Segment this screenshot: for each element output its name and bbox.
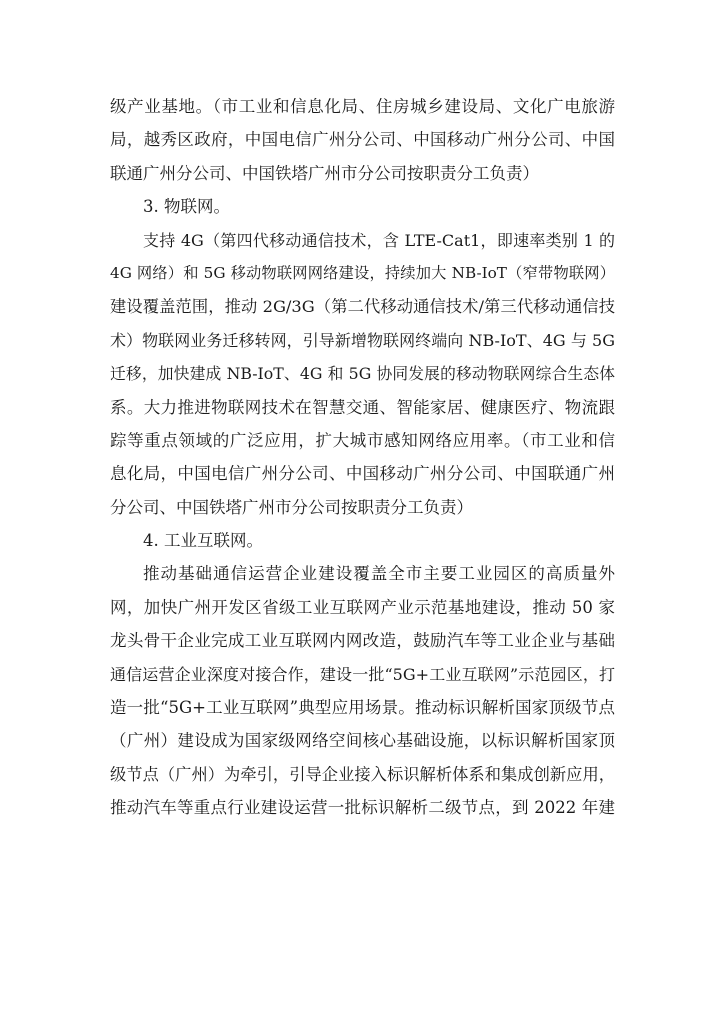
- line-text: 息化局，中国电信广州分公司、中国移动广州分公司、中国联通广州: [110, 464, 615, 484]
- text-line: [110, 357, 615, 390]
- line-text: 网，加快广州开发区省级工业互联网产业示范基地建设，推动 50 家: [110, 597, 615, 617]
- section-heading-text: 3. 物联网。: [143, 197, 230, 217]
- line-text: （广州）建设成为国家级网络空间核心基础设施，以标识解析国家顶: [110, 731, 615, 751]
- line-text: 级节点（广州）为牵引，引导企业接入标识解析体系和集成创新应用，: [110, 764, 615, 784]
- line-text: 系。大力推进物联网技术在智慧交通、智能家居、健康医疗、物流跟: [110, 397, 615, 417]
- document-body: [110, 90, 615, 825]
- line-text: 踪等重点领域的广泛应用，扩大城市感知网络应用率。（市工业和信: [110, 430, 615, 450]
- text-line: [110, 324, 615, 357]
- line-text: 通信运营企业深度对接合作，建设一批“5G+工业互联网”示范园区，打: [110, 664, 615, 684]
- text-line: [110, 491, 615, 524]
- line-text: 分公司、中国铁塔广州市分公司按职责分工负责）: [110, 497, 473, 517]
- text-line: [110, 658, 615, 691]
- line-text: 术）物联网业务迁移转网，引导新增物联网终端向 NB-IoT、4G 与 5G: [110, 330, 615, 350]
- text-line: [110, 290, 615, 323]
- line-text: 4G 网络）和 5G 移动物联网网络建设，持续加大 NB-IoT（窄带物联网）: [110, 263, 615, 282]
- section-heading-text: 4. 工业互联网。: [143, 531, 263, 551]
- text-line: [110, 257, 615, 290]
- line-text: 推动汽车等重点行业建设运营一批标识解析二级节点，到 2022 年建: [110, 798, 615, 818]
- line-text: 局，越秀区政府，中国电信广州分公司、中国移动广州分公司、中国: [110, 130, 615, 150]
- line-text: 联通广州分公司、中国铁塔广州市分公司按职责分工负责）: [110, 163, 539, 183]
- text-line: [110, 791, 615, 824]
- line-text: 推动基础通信运营企业建设覆盖全市主要工业园区的高质量外: [143, 564, 615, 584]
- text-line: [110, 157, 615, 190]
- text-line: [110, 591, 615, 624]
- section-heading: [110, 190, 615, 223]
- text-line: [110, 224, 615, 257]
- line-text: 龙头骨干企业完成工业互联网内网改造，鼓励汽车等工业企业与基础: [110, 631, 615, 651]
- text-line: [110, 90, 615, 123]
- line-text: 级产业基地。（市工业和信息化局、住房城乡建设局、文化广电旅游: [110, 97, 615, 116]
- line-text: 迁移，加快建成 NB-IoT、4G 和 5G 协同发展的移动物联网综合生态体: [110, 364, 615, 384]
- line-text: 支持 4G（第四代移动通信技术，含 LTE-Cat1，即速率类别 1 的: [143, 230, 615, 250]
- text-line: [110, 724, 615, 757]
- text-line: [110, 457, 615, 490]
- line-text: 建设覆盖范围，推动 2G/3G（第二代移动通信技术/第三代移动通信技: [110, 297, 615, 317]
- text-line: [110, 391, 615, 424]
- line-text: 造一批“5G+工业互联网”典型应用场景。推动标识解析国家顶级节点: [110, 698, 615, 718]
- text-line: [110, 123, 615, 156]
- text-line: [110, 557, 615, 590]
- text-line: [110, 691, 615, 724]
- section-heading: [110, 524, 615, 557]
- text-line: [110, 758, 615, 791]
- text-line: [110, 424, 615, 457]
- text-line: [110, 624, 615, 657]
